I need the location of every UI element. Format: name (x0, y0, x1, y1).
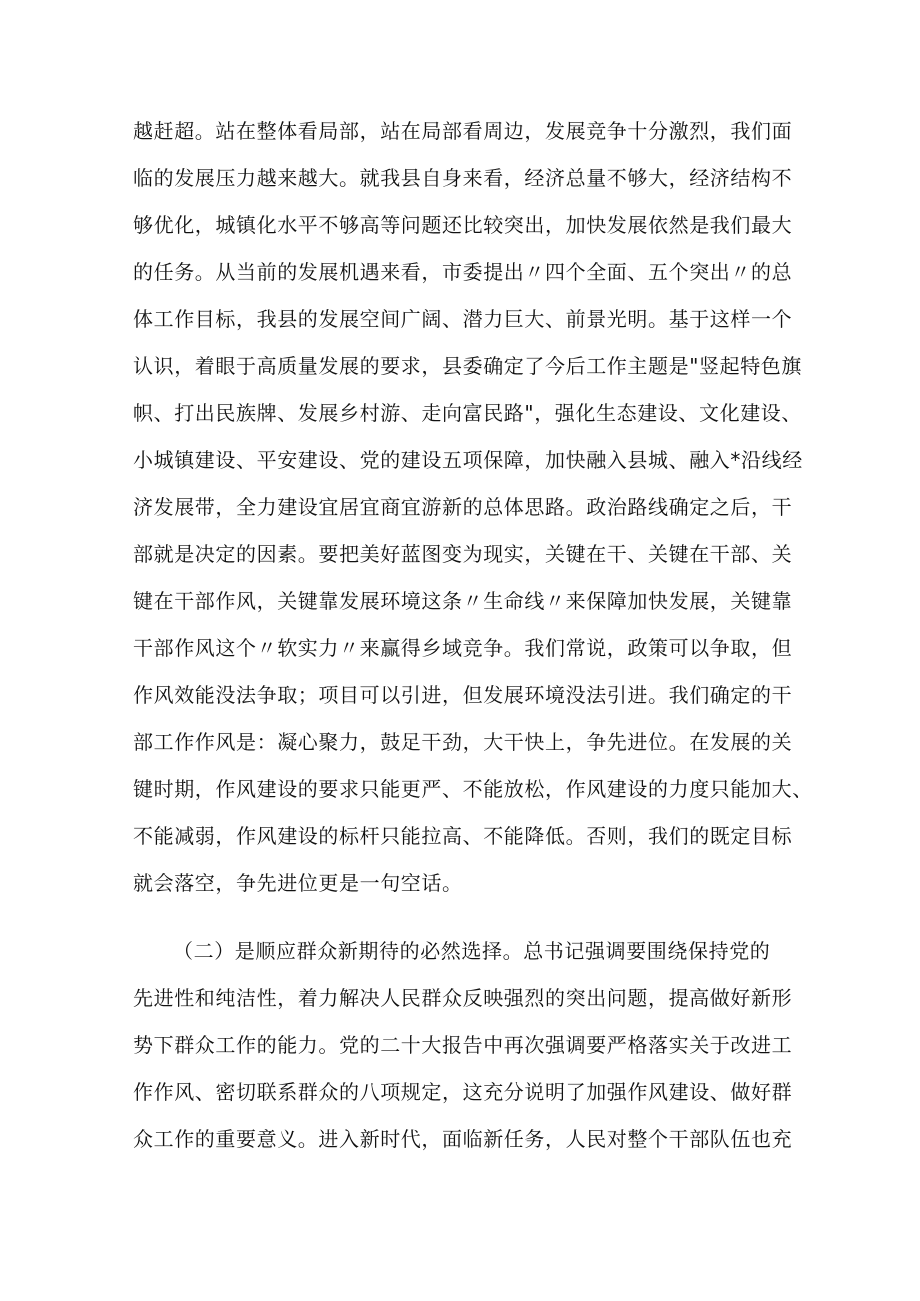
text-line: 认识，着眼于高质量发展的要求，县委确定了今后工作主题是"竖起特色旗 (133, 354, 802, 378)
text-line: 作作风、密切联系群众的八项规定，这充分说明了加强作风建设、做好群 (133, 1080, 793, 1104)
text-line: 帜、打出民族牌、发展乡村游、走向富民路"，强化生态建设、文化建设、 (133, 401, 802, 425)
text-line: 体工作目标，我县的发展空间广阔、潜力巨大、前景光明。基于这样一个 (133, 307, 793, 331)
text-line: 不能减弱，作风建设的标杆只能拉高、不能降低。否则，我们的既定目标 (133, 824, 793, 848)
text-line: 越赶超。站在整体看局部，站在局部看周边，发展竞争十分激烈，我们面 (133, 119, 793, 143)
text-line: 先进性和纯洁性，着力解决人民群众反映强烈的突出问题，提高做好新形 (133, 986, 793, 1010)
text-line: 众工作的重要意义。进入新时代，面临新任务，人民对整个干部队伍也充 (133, 1127, 793, 1151)
text-line: 够优化，城镇化水平不够高等问题还比较突出，加快发展依然是我们最大 (133, 213, 793, 237)
text-line: 部工作作风是：凝心聚力，鼓足干劲，大干快上，争先进位。在发展的关 (133, 730, 793, 754)
text-line: 临的发展压力越来越大。就我县自身来看，经济总量不够大，经济结构不 (133, 166, 793, 190)
text-line: 干部作风这个〃软实力〃来赢得乡域竞争。我们常说，政策可以争取，但 (133, 636, 793, 660)
text-line: 的任务。从当前的发展机遇来看，市委提出〃四个全面、五个突出〃的总 (133, 260, 793, 284)
paragraph-2 (133, 928, 793, 1163)
text-line: 势下群众工作的能力。党的二十大报告中再次强调要严格落实关于改进工 (133, 1033, 793, 1057)
text-line: 键在干部作风，关键靠发展环境这条〃生命线〃来保障加快发展，关键靠 (133, 589, 793, 613)
text-line: 键时期，作风建设的要求只能更严、不能放松，作风建设的力度只能加大、 (133, 777, 813, 801)
paragraph-1 (133, 108, 813, 907)
text-line: 就会落空，争先进位更是一句空话。 (133, 871, 463, 895)
text-line: 部就是决定的因素。要把美好蓝图变为现实，关键在干、关键在干部、关 (133, 542, 793, 566)
text-line: （二）是顺应群众新期待的必然选择。总书记强调要围绕保持党的 (173, 939, 771, 963)
text-line: 济发展带，全力建设宜居宜商宜游新的总体思路。政治路线确定之后，干 (133, 495, 793, 519)
text-line: 作风效能没法争取；项目可以引进，但发展环境没法引进。我们确定的干 (133, 683, 793, 707)
text-line: 小城镇建设、平安建设、党的建设五项保障，加快融入县城、融入*沿线经 (133, 448, 803, 472)
